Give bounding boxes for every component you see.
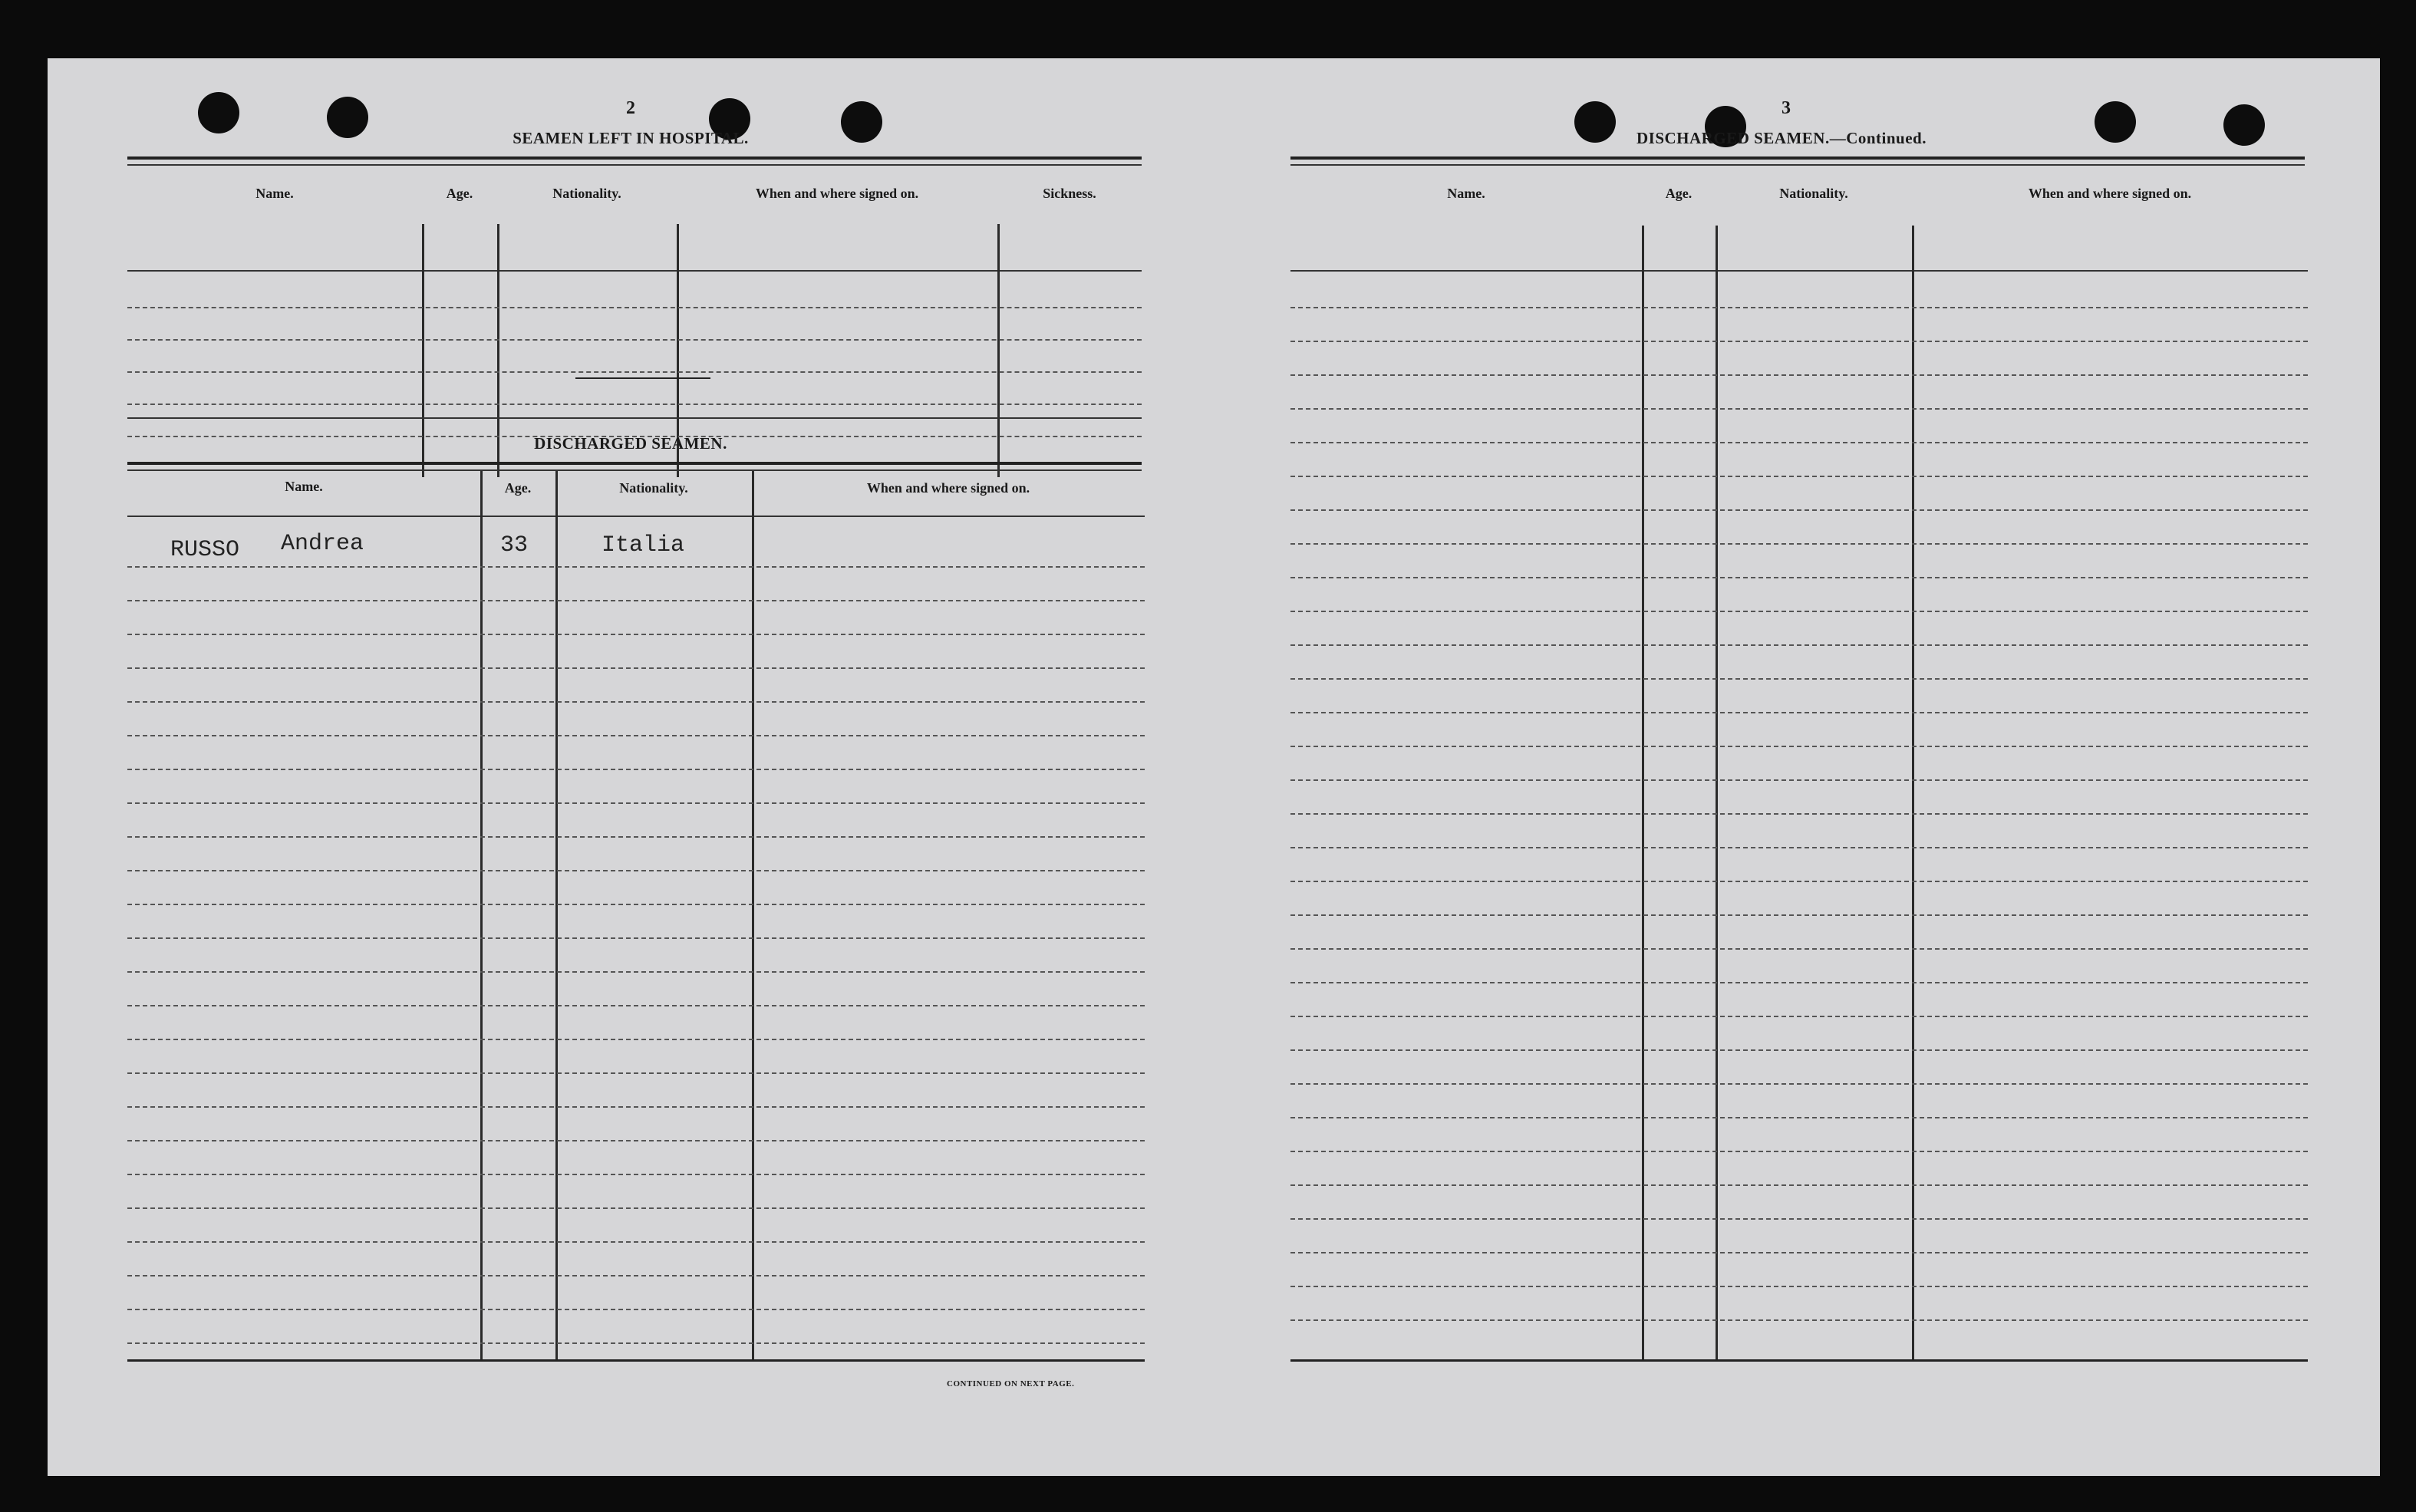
ruled-line: [1290, 1252, 2308, 1253]
seaman-age: 33: [500, 532, 529, 558]
ruled-line: [1290, 982, 2308, 983]
ruled-line: [1290, 374, 2308, 376]
ruled-line: [1290, 1319, 2308, 1321]
ruled-line: [1290, 611, 2308, 612]
ruled-line: [1290, 948, 2308, 950]
ruled-line: [1290, 712, 2308, 713]
ruled-line: [1290, 408, 2308, 410]
column-header-signed-on: When and where signed on.: [2028, 186, 2192, 201]
ruled-line: [1290, 476, 2308, 477]
ruled-line: [1290, 1151, 2308, 1152]
column-header-sickness: Sickness.: [1043, 186, 1096, 201]
ruled-line: [1290, 881, 2308, 882]
ruled-line: [127, 735, 1145, 736]
ruled-line: [1290, 1184, 2308, 1186]
right-page: [1214, 58, 2380, 1476]
continued-section-title: DISCHARGED SEAMEN.—Continued.: [1636, 129, 1927, 147]
ruled-line: [1290, 543, 2308, 545]
ruled-line: [127, 971, 1145, 973]
column-header-signed-on: When and where signed on.: [866, 480, 1030, 496]
ruled-line: [127, 667, 1145, 669]
ruled-line: [1290, 307, 2308, 308]
page-number: 2: [626, 98, 635, 118]
column-header-nationality: Nationality.: [619, 480, 688, 496]
column-header-age: Age.: [504, 480, 532, 496]
ruled-line: [1290, 644, 2308, 646]
ruled-line: [127, 1039, 1145, 1040]
column-header-age: Age.: [446, 186, 473, 201]
ruled-line: [1290, 1218, 2308, 1220]
ruled-line: [1290, 577, 2308, 578]
discharged-section-title: DISCHARGED SEAMEN.: [534, 434, 727, 453]
column-header-age: Age.: [1665, 186, 1693, 201]
ruled-line: [127, 904, 1145, 905]
column-header-signed-on: When and where signed on.: [755, 186, 919, 201]
ruled-line: [1290, 1286, 2308, 1287]
ruled-line: [127, 566, 1145, 568]
left-page: [48, 58, 1214, 1476]
continued-note: CONTINUED ON NEXT PAGE.: [947, 1379, 1075, 1388]
ruled-line: [127, 1106, 1145, 1108]
ruled-line: [1290, 914, 2308, 916]
ruled-line: [1290, 1049, 2308, 1051]
discharged-table: [127, 471, 1145, 1369]
ruled-line: [127, 1275, 1145, 1276]
column-header-name: Name.: [1447, 186, 1485, 201]
discharged-continued-table: [1290, 166, 2308, 1367]
ruled-line: [127, 1342, 1145, 1344]
column-header-name: Name.: [285, 479, 323, 494]
ruled-line: [127, 600, 1145, 601]
ruled-line: [127, 836, 1145, 838]
ruled-line: [1290, 1016, 2308, 1017]
ruled-line: [1290, 813, 2308, 815]
ruled-line: [127, 1140, 1145, 1141]
ruled-line: [127, 1207, 1145, 1209]
seaman-given-name: Andrea: [281, 531, 364, 557]
column-header-nationality: Nationality.: [552, 186, 621, 201]
ruled-line: [127, 701, 1145, 703]
column-header-nationality: Nationality.: [1779, 186, 1848, 201]
column-header-name: Name.: [255, 186, 294, 201]
ruled-line: [127, 1174, 1145, 1175]
ruled-line: [1290, 1117, 2308, 1118]
ruled-line: [1290, 678, 2308, 680]
ruled-line: [127, 870, 1145, 871]
ruled-line: [1290, 509, 2308, 511]
ruled-line: [127, 1072, 1145, 1074]
hospital-section-title: SEAMEN LEFT IN HOSPITAL.: [513, 129, 749, 147]
ruled-line: [127, 802, 1145, 804]
ruled-line: [127, 937, 1145, 939]
ruled-line: [127, 1309, 1145, 1310]
ruled-line: [1290, 341, 2308, 342]
seaman-nationality: Italia: [602, 532, 685, 558]
page-number: 3: [1782, 98, 1791, 118]
ruled-line: [1290, 442, 2308, 443]
ruled-line: [127, 634, 1145, 635]
ruled-line: [127, 1005, 1145, 1006]
ruled-line: [127, 769, 1145, 770]
seaman-surname: RUSSO: [170, 537, 240, 563]
ruled-line: [1290, 1083, 2308, 1085]
ruled-line: [1290, 847, 2308, 848]
document-sheet: [48, 58, 2380, 1476]
ruled-line: [1290, 779, 2308, 781]
ruled-line: [127, 1241, 1145, 1243]
ruled-line: [1290, 746, 2308, 747]
